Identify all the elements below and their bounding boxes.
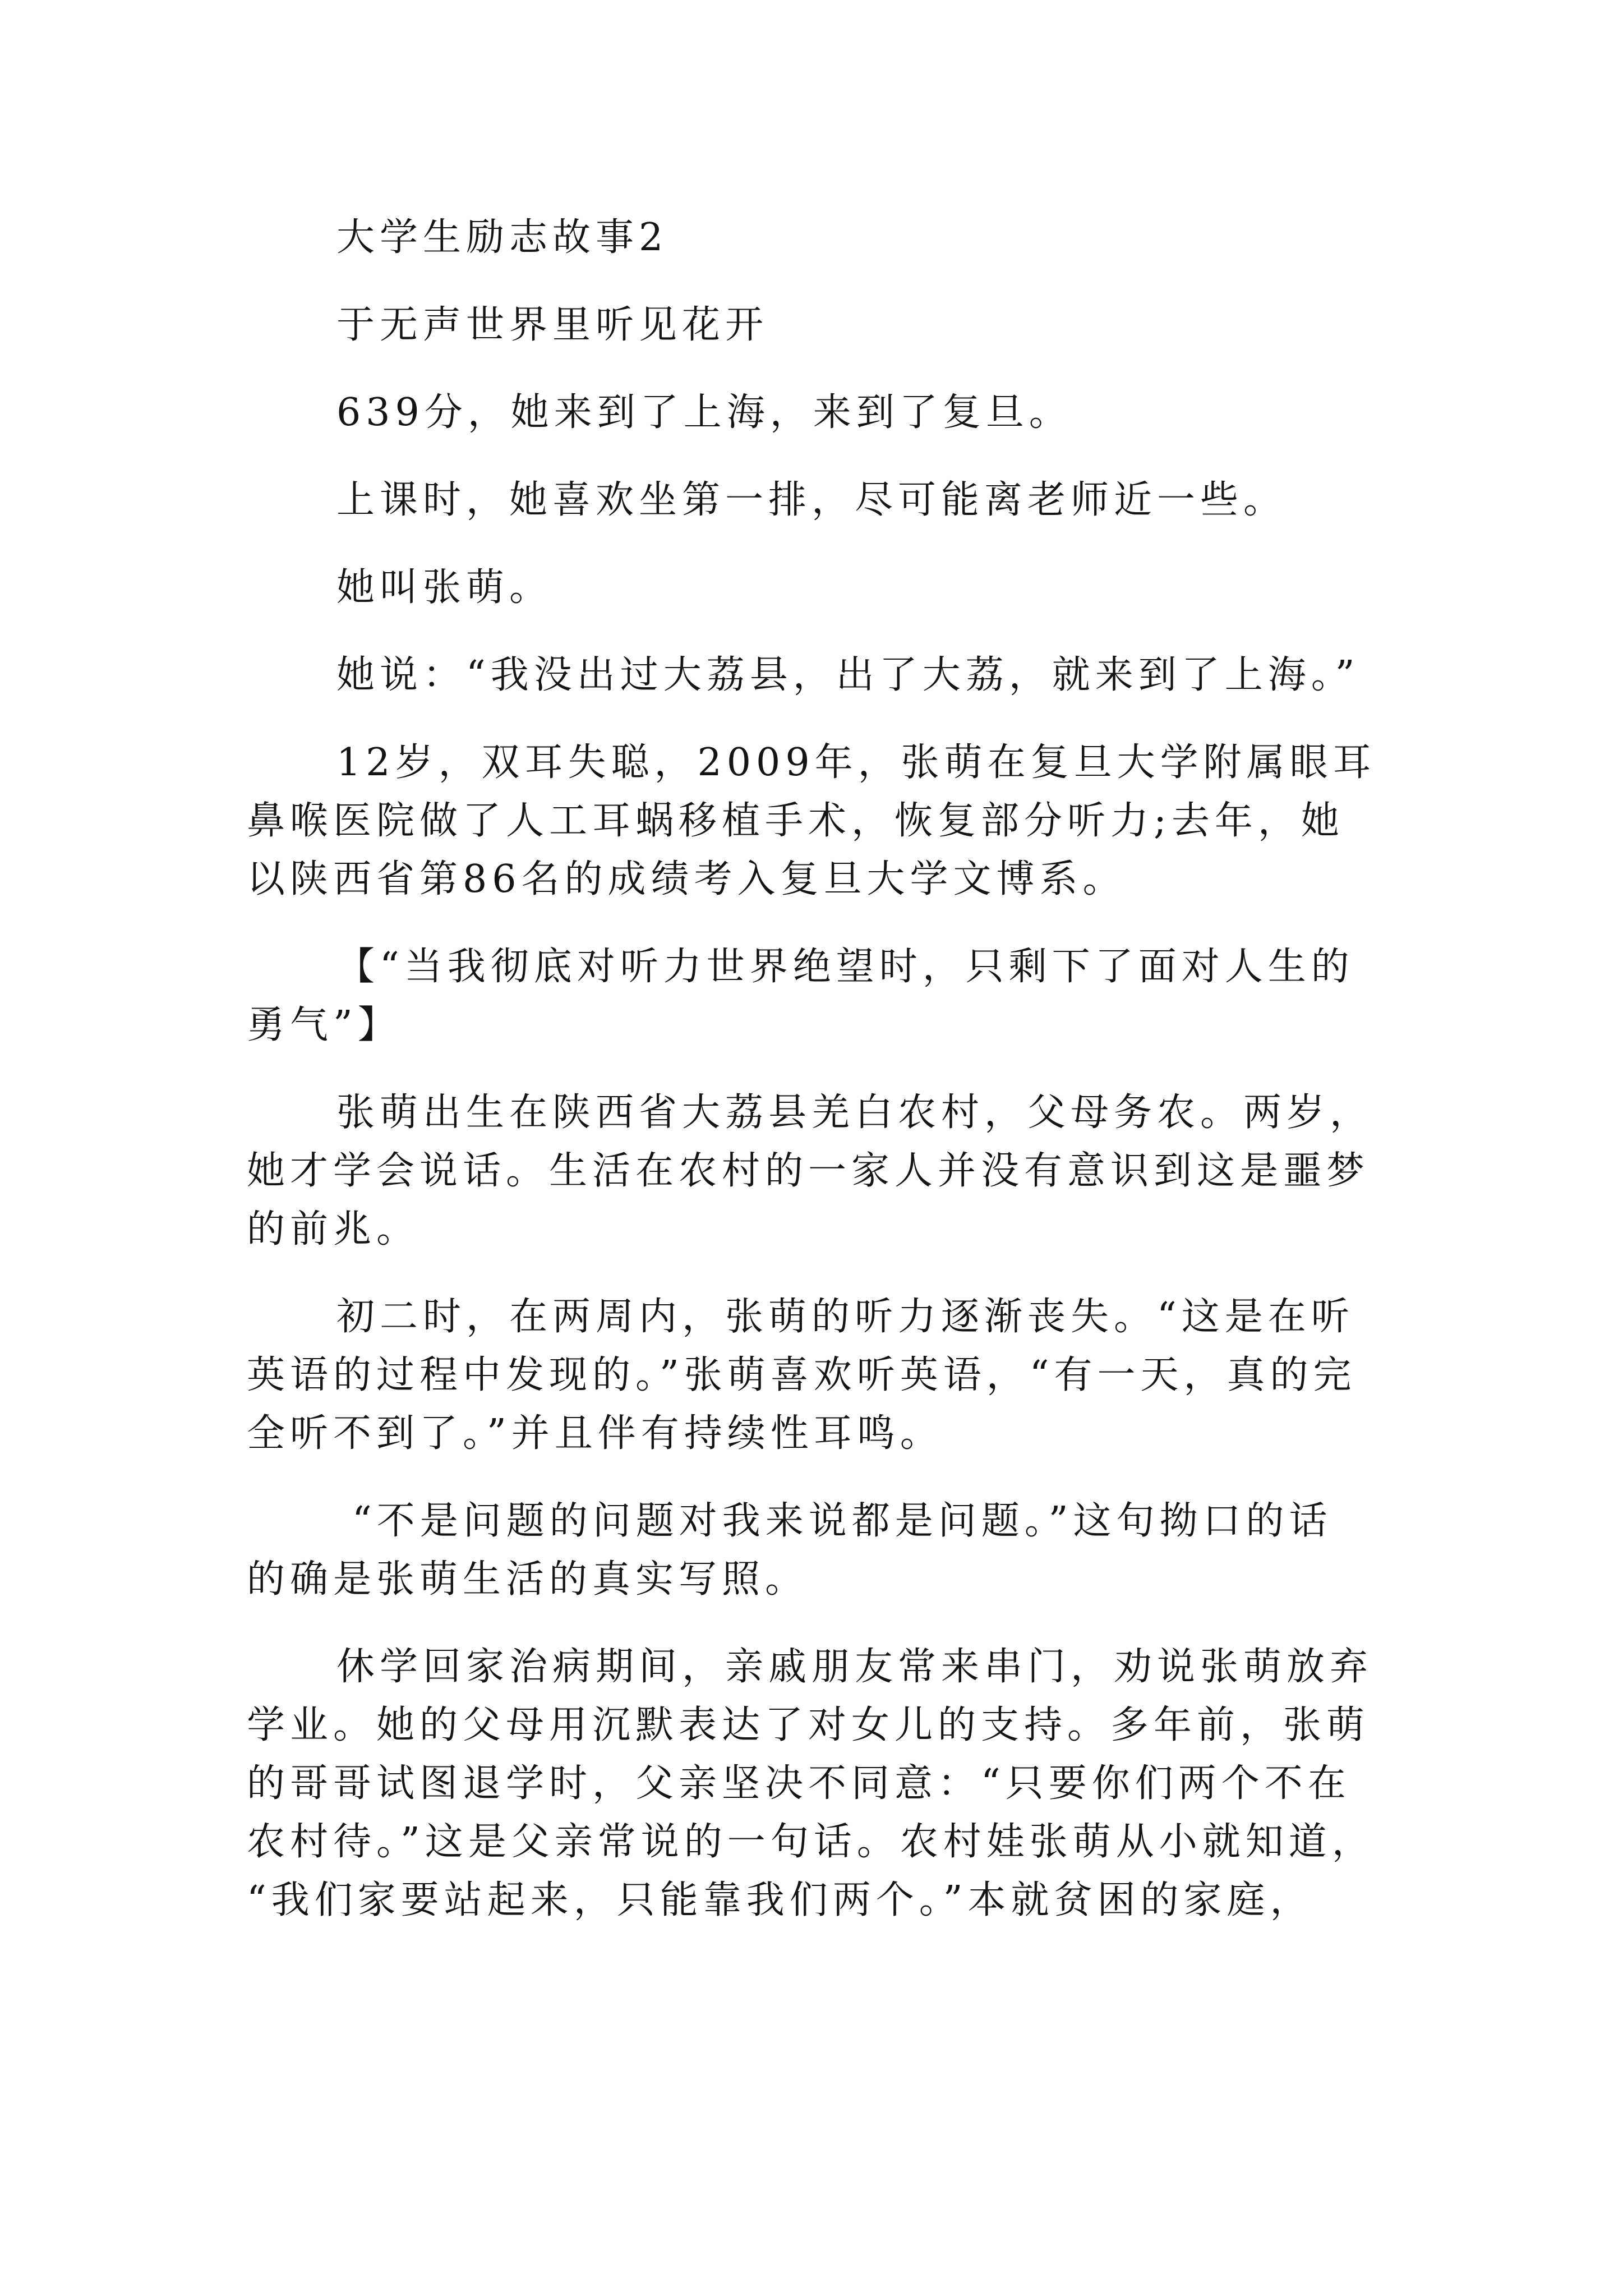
paragraph-line: 的前兆。 bbox=[247, 1207, 420, 1251]
paragraph-line: 639分，她来到了上海，来到了复旦。 bbox=[336, 390, 1072, 435]
paragraph-line: 农村待。”这是父亲常说的一句话。农村娃张萌从小就知道， bbox=[247, 1820, 1375, 1864]
document-subtitle: 于无声世界里听见花开 bbox=[336, 303, 769, 347]
paragraph-line: 张萌出生在陕西省大荔县羌白农村，父母务农。两岁， bbox=[336, 1091, 1373, 1135]
paragraph-line: 她说：“我没出过大荔县，出了大荔，就来到了上海。” bbox=[336, 653, 1360, 697]
paragraph-line: 休学回家治病期间，亲戚朋友常来串门，劝说张萌放弃 bbox=[336, 1645, 1373, 1689]
paragraph-line: 12岁，双耳失聪，2009年，张萌在复旦大学附属眼耳 bbox=[336, 740, 1376, 785]
section-heading: 【“当我彻底对听力世界绝望时，只剩下了面对人生的 bbox=[336, 945, 1354, 989]
paragraph-line: 英语的过程中发现的。”张萌喜欢听英语，“有一天，真的完 bbox=[247, 1353, 1357, 1397]
paragraph-line: 她才学会说话。生活在农村的一家人并没有意识到这是噩梦 bbox=[247, 1149, 1370, 1193]
paragraph-line: 鼻喉医院做了人工耳蜗移植手术，恢复部分听力;去年，她 bbox=[247, 799, 1344, 843]
paragraph-line: 上课时，她喜欢坐第一排，尽可能离老师近一些。 bbox=[336, 478, 1287, 522]
paragraph-line: 她叫张萌。 bbox=[336, 565, 553, 610]
section-heading-line: 勇气”】 bbox=[247, 1003, 401, 1047]
document-body bbox=[247, 209, 1380, 1930]
paragraph-line: 的确是张萌生活的真实写照。 bbox=[247, 1557, 809, 1602]
paragraph-line: 的哥哥试图退学时，父亲坚决不同意：“只要你们两个不在 bbox=[247, 1761, 1351, 1806]
document-heading: 大学生励志故事2 bbox=[336, 215, 668, 260]
paragraph-line: 学业。她的父母用沉默表达了对女儿的支持。多年前，张萌 bbox=[247, 1703, 1370, 1747]
paragraph-line: “不是问题的问题对我来说都是问题。”这句拗口的话 bbox=[352, 1499, 1332, 1543]
paragraph-line: “我们家要站起来，只能靠我们两个。”本就贫困的家庭， bbox=[247, 1878, 1313, 1922]
paragraph-line: 全听不到了。”并且伴有持续性耳鸣。 bbox=[247, 1411, 943, 1456]
paragraph-line: 以陕西省第86名的成绩考入复旦大学文博系。 bbox=[247, 857, 1126, 901]
paragraph-line: 初二时，在两周内，张萌的听力逐渐丧失。“这是在听 bbox=[336, 1295, 1354, 1339]
